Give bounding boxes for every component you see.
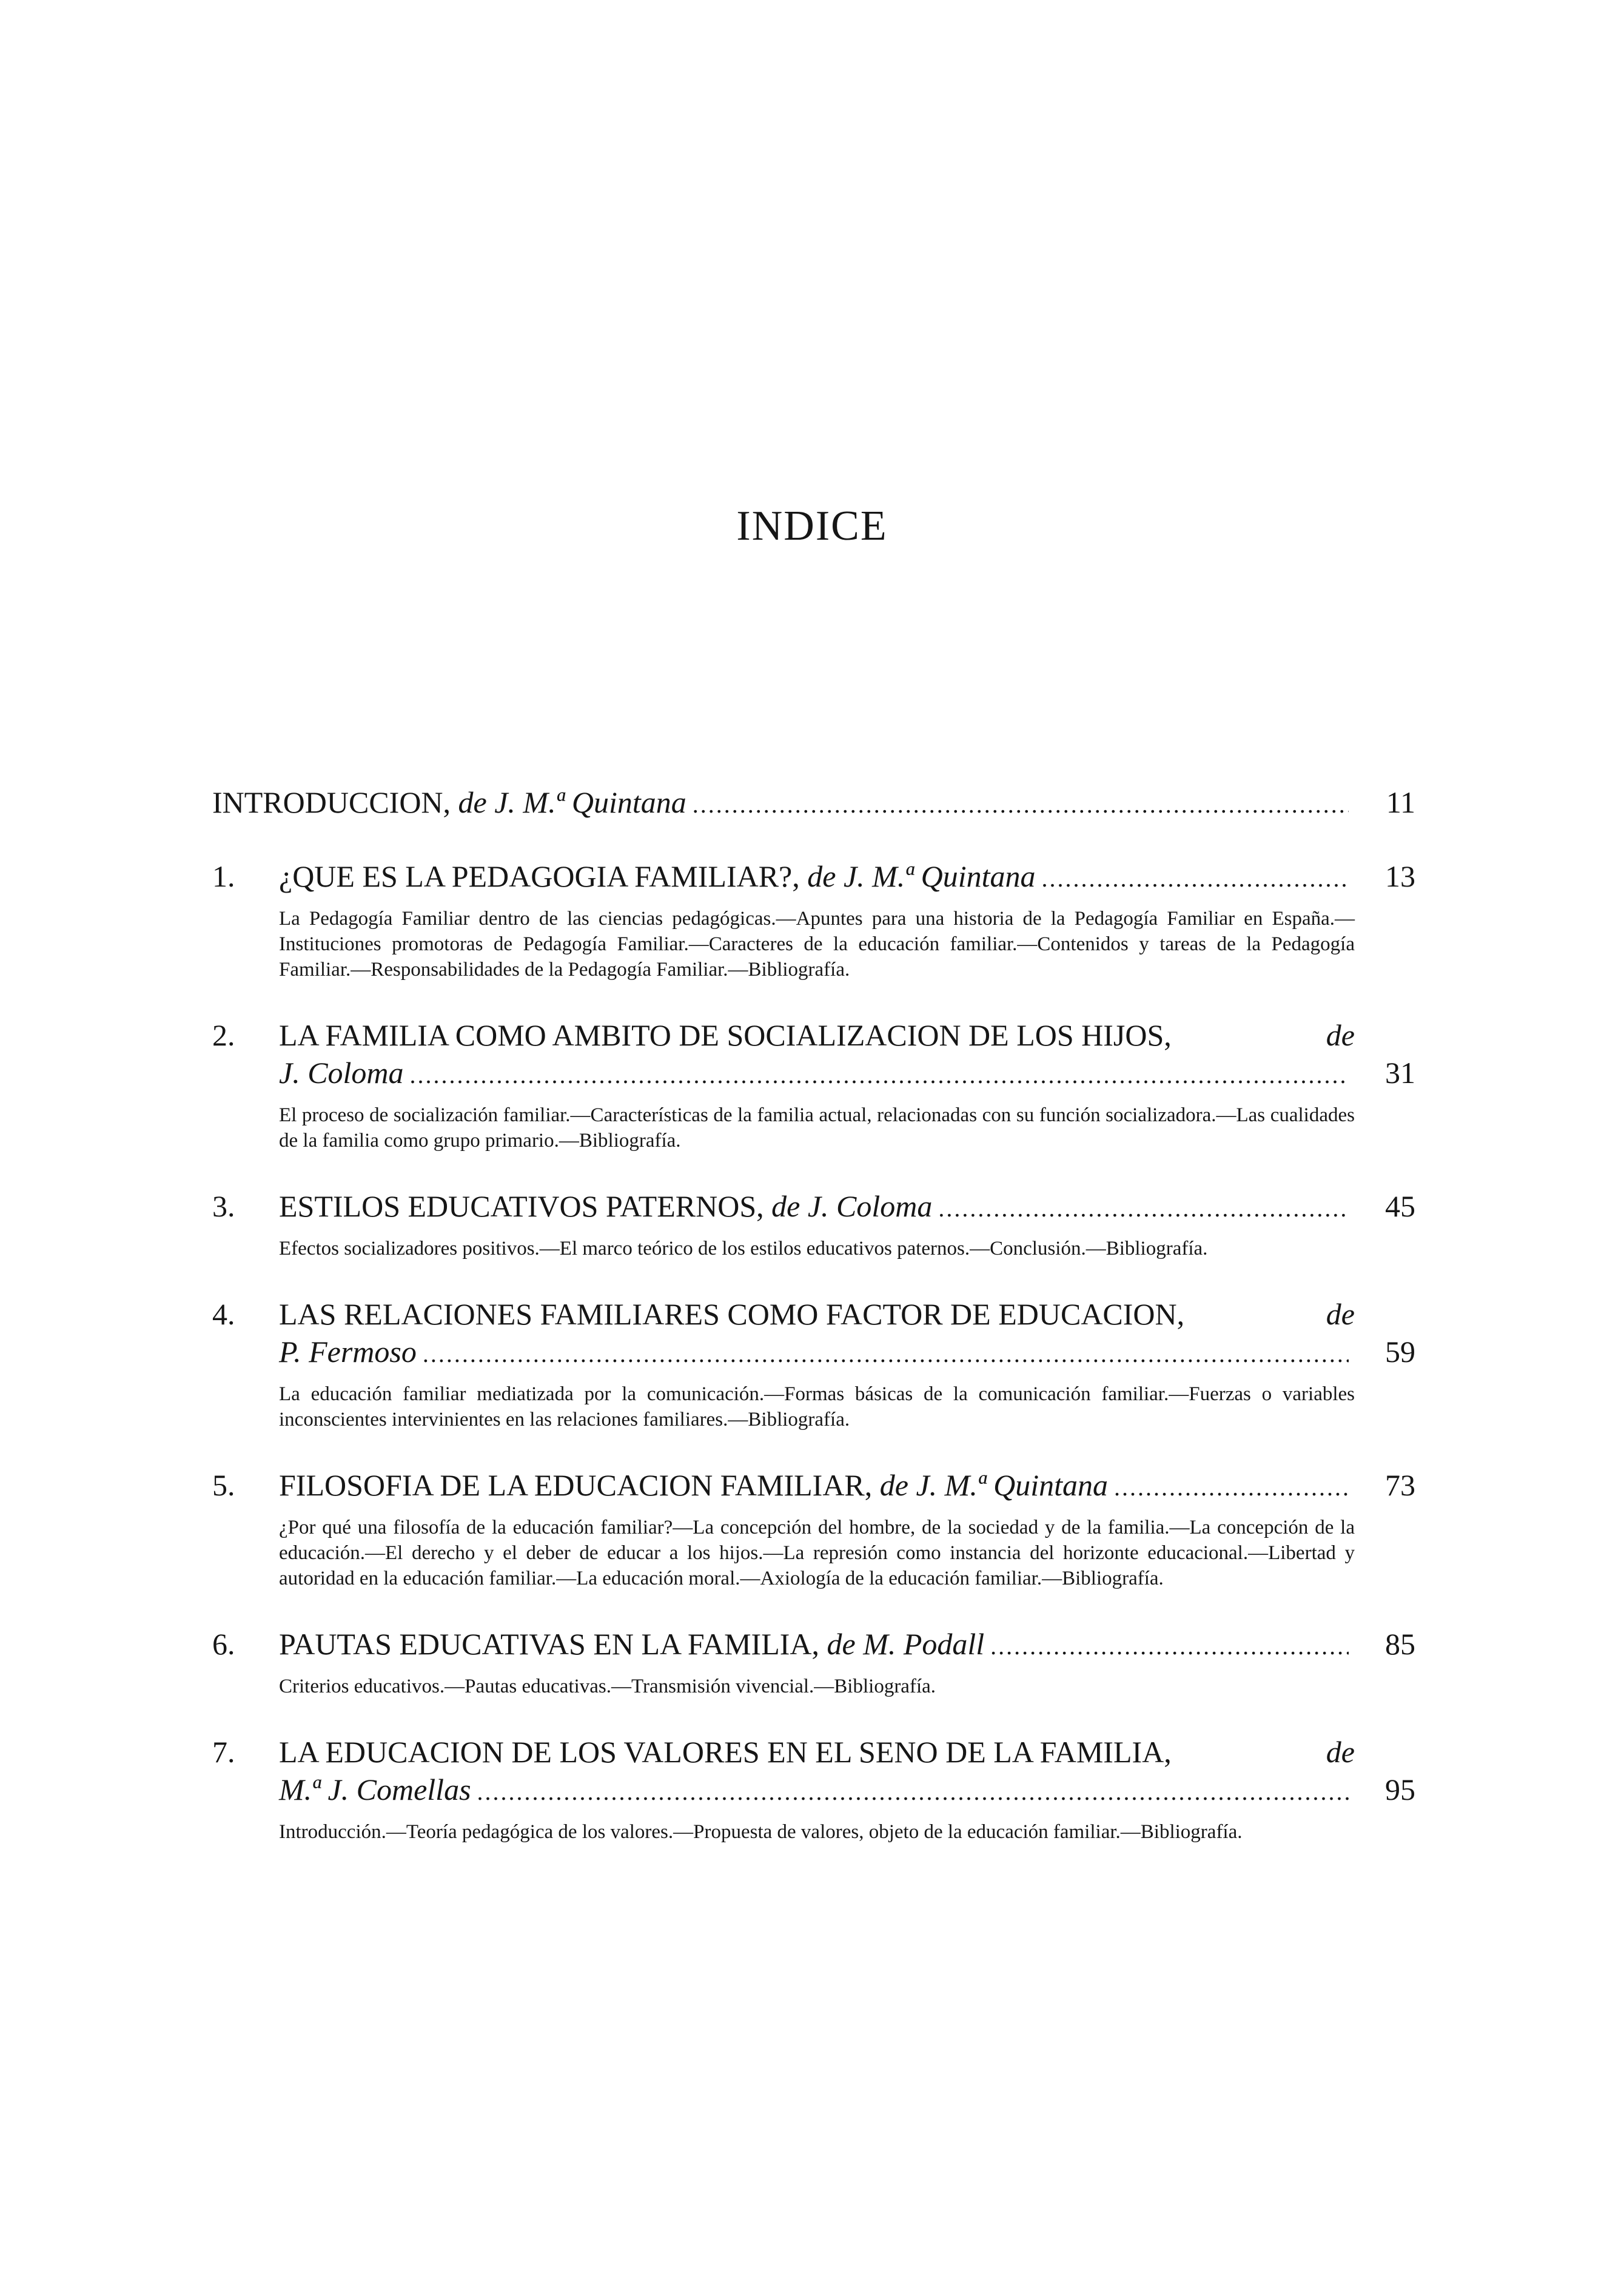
toc-page-number: 73	[1385, 1468, 1415, 1502]
toc-entry-title-first-line	[212, 1733, 1415, 1771]
toc-author: de M. Podall	[827, 1627, 985, 1661]
toc-title-text: PAUTAS EDUCATIVAS EN LA FAMILIA,	[279, 1627, 819, 1661]
toc-entry-title	[279, 1187, 932, 1225]
dot-leader	[1041, 860, 1349, 897]
toc-entry-title-first-line	[212, 1016, 1415, 1054]
toc-entry-title	[279, 1466, 1108, 1504]
chapter-summary: Efectos socializadores positivos.—El marco teórico de los estilos educativos paternos.—Conclusión.—Bibliografía.	[279, 1238, 1208, 1260]
chapter-summary: ¿Por qué una filosofía de la educación familiar?—La concepción del hombre, de la sociedad y de la familia.—La concepción de la educación.—El derecho y el deber de educar a los hijos.—La represión como instancia del horizonte educacional.—Libertad y autoridad en la educación familiar.—La educación moral.—Axiología de la educación familiar.—Bibliografía.	[279, 1517, 1355, 1589]
toc-author-prefix: de	[1326, 1297, 1355, 1331]
toc-entry-title-wrap	[279, 1187, 1355, 1227]
toc-page-number: 13	[1385, 859, 1415, 893]
toc-page-number: 59	[1385, 1335, 1415, 1369]
toc-title-text: LA FAMILIA COMO AMBITO DE SOCIALIZACION DE LOS HIJOS,	[279, 1018, 1172, 1052]
toc-page-number: 85	[1385, 1627, 1415, 1661]
toc-entry-title	[279, 857, 1035, 895]
toc-author: P. Fermoso	[279, 1335, 417, 1369]
toc-author-prefix: de	[1326, 1018, 1355, 1052]
toc-entry-introduction[interactable]	[212, 783, 1415, 823]
toc-title-text: ¿QUE ES LA PEDAGOGIA FAMILIAR?,	[279, 859, 800, 893]
toc-entry-title-wrap	[279, 1466, 1355, 1506]
chapter-number: 1.	[212, 859, 235, 893]
chapter-number: 6.	[212, 1627, 235, 1661]
toc-title-text: ESTILOS EDUCATIVOS PATERNOS,	[279, 1189, 764, 1223]
toc-author: de J. M.ª Quintana	[807, 859, 1036, 893]
toc-page-number: 95	[1385, 1773, 1415, 1806]
toc-entry-title-wrap	[279, 1054, 1355, 1094]
toc-entry-line	[212, 1625, 1415, 1665]
toc-author-prefix: de	[1326, 1735, 1355, 1769]
toc-page-number: 31	[1385, 1056, 1415, 1090]
chapter-summary: Criterios educativos.—Pautas educativas.—Transmisión vivencial.—Bibliografía.	[279, 1675, 936, 1697]
toc-entry-title	[279, 1625, 984, 1663]
chapter-number: 4.	[212, 1297, 235, 1331]
toc-entry-title	[279, 1295, 1415, 1333]
toc-entry-title-wrap	[212, 783, 1355, 823]
toc-entry-title-first-line	[212, 1295, 1415, 1333]
toc-page-number: 45	[1385, 1189, 1415, 1223]
toc-entry-line	[212, 1187, 1415, 1227]
toc-entry-chapter-7[interactable]	[212, 1733, 1415, 1845]
toc-title-text: FILOSOFIA DE LA EDUCACION FAMILIAR,	[279, 1468, 873, 1502]
toc-entry-line	[212, 1771, 1415, 1811]
dot-leader	[1114, 1469, 1349, 1506]
toc-title-text: LAS RELACIONES FAMILIARES COMO FACTOR DE EDUCACION,	[279, 1297, 1185, 1331]
toc-entry-line	[212, 1054, 1415, 1094]
chapter-number: 3.	[212, 1189, 235, 1223]
dot-leader	[410, 1056, 1349, 1094]
toc-entry-line	[212, 1466, 1415, 1506]
dot-leader	[938, 1190, 1349, 1227]
chapter-number: 7.	[212, 1735, 235, 1769]
toc-entry-chapter-2[interactable]	[212, 1016, 1415, 1153]
toc-entry-title	[212, 783, 686, 821]
toc-entry-line	[212, 857, 1415, 897]
chapter-summary: La educación familiar mediatizada por la comunicación.—Formas básicas de la comunicación familiar.—Fuerzas o variables inconscientes intervinientes en las relaciones familiares.—Bibliografía.	[279, 1383, 1355, 1431]
dot-leader	[693, 786, 1349, 823]
toc-entry-title-wrap	[279, 1333, 1355, 1373]
toc-entry-chapter-3[interactable]	[212, 1187, 1415, 1261]
chapter-summary: La Pedagogía Familiar dentro de las ciencias pedagógicas.—Apuntes para una historia de la Pedagogía Familiar en España.—Instituciones promotoras de Pedagogía Familiar.—Caracteres de la educación familiar.—Contenidos y tareas de la Pedagogía Familiar.—Responsabilidades de la Pedagogía Familiar.—Bibliografía.	[279, 908, 1355, 981]
toc-entry-title	[279, 1016, 1415, 1054]
toc-author: de J. M.ª Quintana	[879, 1468, 1109, 1502]
toc-entry-title-wrap	[279, 1625, 1355, 1665]
chapter-summary: Introducción.—Teoría pedagógica de los valores.—Propuesta de valores, objeto de la educación familiar.—Bibliografía.	[279, 1821, 1243, 1843]
toc-entry-title	[279, 1733, 1415, 1771]
toc-title-text: LA EDUCACION DE LOS VALORES EN EL SENO DE LA FAMILIA,	[279, 1735, 1172, 1769]
toc-page-number: 11	[1386, 785, 1415, 819]
toc-title-text: INTRODUCCION,	[212, 785, 451, 819]
toc-entry-line	[212, 1333, 1415, 1373]
dot-leader	[990, 1628, 1349, 1665]
table-of-contents	[212, 783, 1415, 1865]
page-title: INDICE	[736, 503, 888, 549]
dot-leader	[477, 1773, 1349, 1811]
toc-entry-chapter-4[interactable]	[212, 1295, 1415, 1432]
toc-entry-title-wrap	[279, 1771, 1355, 1811]
chapter-summary: El proceso de socialización familiar.—Características de la familia actual, relacionadas con su función socializadora.—Las cualidades de la familia como grupo primario.—Bibliografía.	[279, 1104, 1355, 1152]
toc-entry-chapter-5[interactable]	[212, 1466, 1415, 1591]
toc-author: J. Coloma	[279, 1056, 404, 1090]
toc-entry-title-wrap	[279, 857, 1355, 897]
chapter-number: 2.	[212, 1018, 235, 1052]
dot-leader	[423, 1335, 1349, 1373]
toc-author: de J. M.ª Quintana	[458, 785, 686, 819]
toc-entry-line	[212, 783, 1415, 823]
toc-entry-chapter-6[interactable]	[212, 1625, 1415, 1699]
toc-entry-chapter-1[interactable]	[212, 857, 1415, 982]
toc-author: de J. Coloma	[771, 1189, 933, 1223]
toc-author: M.ª J. Comellas	[279, 1773, 471, 1806]
chapter-number: 5.	[212, 1468, 235, 1502]
